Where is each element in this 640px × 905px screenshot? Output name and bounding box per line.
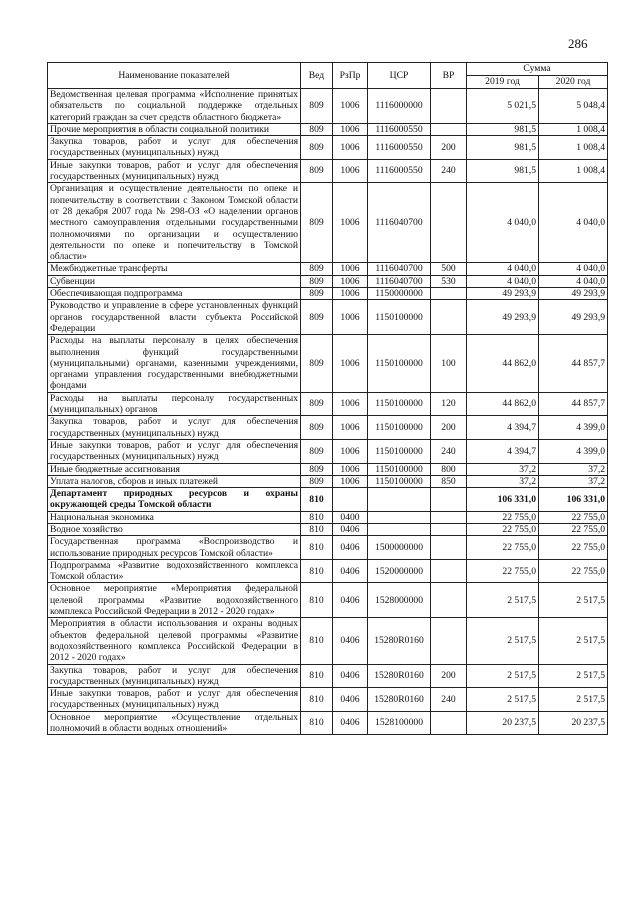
- row-csr: 1116040700: [368, 263, 431, 275]
- row-name: Обеспечивающая подпрограмма: [48, 288, 301, 300]
- table-row: [48, 416, 608, 440]
- row-rzpr: 0406: [333, 559, 368, 583]
- table-row: [48, 711, 608, 735]
- row-ved: 810: [301, 536, 333, 560]
- table-row: [48, 275, 608, 287]
- row-name: Основное мероприятие «Мероприятия федеральной целевой программы «Развитие водохозяйственного комплекса Российской Федерации в 2012 - 2020 годах»: [48, 583, 301, 618]
- row-csr: 1520000000: [368, 559, 431, 583]
- row-rzpr: 1006: [333, 288, 368, 300]
- row-vr: 500: [431, 263, 467, 275]
- row-sum-2019: 22 755,0: [467, 559, 539, 583]
- table-row: [48, 488, 608, 512]
- row-sum-2019: 37,2: [467, 463, 539, 475]
- row-sum-2020: 22 755,0: [539, 536, 608, 560]
- row-sum-2019: 5 021,5: [467, 89, 539, 124]
- row-rzpr: 1006: [333, 475, 368, 487]
- row-sum-2019: 2 517,5: [467, 583, 539, 618]
- row-sum-2020: 37,2: [539, 475, 608, 487]
- row-ved: 810: [301, 664, 333, 688]
- table-row: [48, 439, 608, 463]
- row-name: Мероприятия в области использования и охраны водных объектов федеральной целевой программы «Развитие водохозяйственного комплекса Российской Федерации в 2012 - 2020 годах»: [48, 618, 301, 664]
- row-ved: 810: [301, 523, 333, 535]
- row-name: Ведомственная целевая программа «Исполнение принятых обязательств по социальной поддержке отдельных категорий граждан за счет средств областного бюджета»: [48, 89, 301, 124]
- table-row: [48, 300, 608, 335]
- row-csr: [368, 523, 431, 535]
- row-sum-2020: 4 040,0: [539, 183, 608, 263]
- row-ved: 809: [301, 275, 333, 287]
- table-row: [48, 583, 608, 618]
- row-sum-2020: 49 293,9: [539, 300, 608, 335]
- header-name: Наименование показателей: [48, 63, 301, 89]
- row-ved: 810: [301, 711, 333, 735]
- row-sum-2019: 106 331,0: [467, 488, 539, 512]
- row-name: Иные закупки товаров, работ и услуг для обеспечения государственных (муниципальных) нужд: [48, 159, 301, 183]
- header-sum: Сумма: [467, 63, 608, 76]
- table-row: [48, 664, 608, 688]
- row-rzpr: 1006: [333, 335, 368, 392]
- row-name: Расходы на выплаты персоналу в целях обеспечения выполнения функций государственными (муниципальными) органами, казенными учреждениями, органами управления государственными внебюджетными фондами: [48, 335, 301, 392]
- row-ved: 809: [301, 463, 333, 475]
- row-sum-2020: 1 008,4: [539, 123, 608, 135]
- row-sum-2019: 4 040,0: [467, 183, 539, 263]
- table-row: [48, 536, 608, 560]
- row-csr: 1116040700: [368, 275, 431, 287]
- row-sum-2019: 981,5: [467, 136, 539, 160]
- row-rzpr: 0406: [333, 523, 368, 535]
- row-name: Закупка товаров, работ и услуг для обеспечения государственных (муниципальных) нужд: [48, 416, 301, 440]
- row-csr: 1500000000: [368, 536, 431, 560]
- row-ved: 809: [301, 159, 333, 183]
- budget-table: [47, 62, 608, 735]
- row-sum-2019: 20 237,5: [467, 711, 539, 735]
- row-sum-2019: 4 040,0: [467, 275, 539, 287]
- row-csr: 1116000000: [368, 89, 431, 124]
- row-name: Руководство и управление в сфере установленных функций органов государственной власти субъекта Российской Федерации: [48, 300, 301, 335]
- row-name: Подпрограмма «Развитие водохозяйственного комплекса Томской области»: [48, 559, 301, 583]
- row-sum-2019: 2 517,5: [467, 688, 539, 712]
- row-sum-2020: 4 040,0: [539, 263, 608, 275]
- row-rzpr: 1006: [333, 89, 368, 124]
- row-rzpr: 0406: [333, 688, 368, 712]
- row-csr: [368, 488, 431, 512]
- row-vr: [431, 618, 467, 664]
- row-rzpr: [333, 488, 368, 512]
- row-rzpr: 1006: [333, 136, 368, 160]
- row-name: Иные бюджетные ассигнования: [48, 463, 301, 475]
- row-sum-2019: 981,5: [467, 159, 539, 183]
- row-ved: 809: [301, 300, 333, 335]
- table-row: [48, 136, 608, 160]
- row-sum-2020: 2 517,5: [539, 688, 608, 712]
- row-vr: [431, 183, 467, 263]
- row-sum-2020: 5 048,4: [539, 89, 608, 124]
- row-csr: 1150100000: [368, 439, 431, 463]
- row-name: Иные закупки товаров, работ и услуг для обеспечения государственных (муниципальных) нужд: [48, 688, 301, 712]
- row-vr: 100: [431, 335, 467, 392]
- row-ved: 809: [301, 475, 333, 487]
- row-csr: 1150100000: [368, 463, 431, 475]
- row-csr: 1150100000: [368, 335, 431, 392]
- row-sum-2019: 22 755,0: [467, 511, 539, 523]
- row-vr: 240: [431, 439, 467, 463]
- row-sum-2019: 4 394,7: [467, 416, 539, 440]
- row-name: Государственная программа «Воспроизводство и использование природных ресурсов Томской области»: [48, 536, 301, 560]
- row-ved: 809: [301, 416, 333, 440]
- row-ved: 809: [301, 263, 333, 275]
- table-row: [48, 523, 608, 535]
- row-csr: 1116040700: [368, 183, 431, 263]
- header-year-2020: 2020 год: [539, 76, 608, 89]
- row-name: Национальная экономика: [48, 511, 301, 523]
- row-rzpr: 1006: [333, 159, 368, 183]
- row-vr: [431, 523, 467, 535]
- row-sum-2020: 2 517,5: [539, 664, 608, 688]
- row-vr: [431, 511, 467, 523]
- row-rzpr: 0400: [333, 511, 368, 523]
- row-ved: 810: [301, 511, 333, 523]
- row-ved: 810: [301, 618, 333, 664]
- row-rzpr: 1006: [333, 439, 368, 463]
- row-sum-2019: 49 293,9: [467, 300, 539, 335]
- row-csr: 1528000000: [368, 583, 431, 618]
- row-sum-2019: 2 517,5: [467, 618, 539, 664]
- table-row: [48, 559, 608, 583]
- row-rzpr: 0406: [333, 664, 368, 688]
- table-row: [48, 511, 608, 523]
- row-rzpr: 1006: [333, 392, 368, 416]
- header-rzpr: РзПр: [333, 63, 368, 89]
- row-csr: 1528100000: [368, 711, 431, 735]
- row-vr: [431, 583, 467, 618]
- row-ved: 809: [301, 89, 333, 124]
- table-row: [48, 159, 608, 183]
- row-sum-2020: 44 857,7: [539, 335, 608, 392]
- row-csr: 1150100000: [368, 416, 431, 440]
- row-name: Иные закупки товаров, работ и услуг для обеспечения государственных (муниципальных) нужд: [48, 439, 301, 463]
- row-vr: [431, 123, 467, 135]
- row-name: Субвенции: [48, 275, 301, 287]
- row-rzpr: 0406: [333, 711, 368, 735]
- row-vr: 240: [431, 688, 467, 712]
- table-row: [48, 463, 608, 475]
- row-ved: 810: [301, 688, 333, 712]
- row-ved: 809: [301, 123, 333, 135]
- row-rzpr: 1006: [333, 463, 368, 475]
- row-vr: 800: [431, 463, 467, 475]
- row-csr: 1150000000: [368, 288, 431, 300]
- row-ved: 810: [301, 559, 333, 583]
- row-csr: 1116000550: [368, 136, 431, 160]
- row-vr: 240: [431, 159, 467, 183]
- row-sum-2020: 22 755,0: [539, 559, 608, 583]
- table-row: [48, 392, 608, 416]
- row-rzpr: 1006: [333, 263, 368, 275]
- row-sum-2020: 4 399,0: [539, 416, 608, 440]
- row-vr: [431, 488, 467, 512]
- row-sum-2020: 1 008,4: [539, 159, 608, 183]
- row-rzpr: 1006: [333, 300, 368, 335]
- row-ved: 809: [301, 288, 333, 300]
- row-sum-2020: 4 040,0: [539, 275, 608, 287]
- row-vr: [431, 288, 467, 300]
- row-name: Закупка товаров, работ и услуг для обеспечения государственных (муниципальных) нужд: [48, 136, 301, 160]
- row-name: Организация и осуществление деятельности по опеке и попечительству в соответствии с Законом Томской области от 28 декабря 2007 года № 298-ОЗ «О наделении органов местного самоуправления отдельными государственными полномочиями по организации и осуществлению деятельности по опеке и попечительству в Томской области»: [48, 183, 301, 263]
- row-rzpr: 1006: [333, 275, 368, 287]
- row-sum-2020: 49 293,9: [539, 288, 608, 300]
- row-csr: 1150100000: [368, 475, 431, 487]
- row-sum-2020: 2 517,5: [539, 583, 608, 618]
- row-name: Расходы на выплаты персоналу государственных (муниципальных) органов: [48, 392, 301, 416]
- row-ved: 809: [301, 439, 333, 463]
- row-sum-2020: 37,2: [539, 463, 608, 475]
- row-sum-2020: 44 857,7: [539, 392, 608, 416]
- row-rzpr: 1006: [333, 183, 368, 263]
- row-rzpr: 0406: [333, 618, 368, 664]
- row-name: Водное хозяйство: [48, 523, 301, 535]
- row-vr: 530: [431, 275, 467, 287]
- row-sum-2020: 2 517,5: [539, 618, 608, 664]
- row-ved: 809: [301, 136, 333, 160]
- page-number: 286: [568, 36, 588, 51]
- table-body: [48, 89, 608, 735]
- row-rzpr: 1006: [333, 123, 368, 135]
- row-vr: 120: [431, 392, 467, 416]
- row-name: Основное мероприятие «Осуществление отдельных полномочий в области водных отношений»: [48, 711, 301, 735]
- row-csr: 15280R0160: [368, 618, 431, 664]
- header-csr: ЦСР: [368, 63, 431, 89]
- row-csr: 1150100000: [368, 392, 431, 416]
- row-vr: [431, 711, 467, 735]
- row-vr: 200: [431, 416, 467, 440]
- table-row: [48, 89, 608, 124]
- table-row: [48, 183, 608, 263]
- row-vr: [431, 536, 467, 560]
- row-name: Департамент природных ресурсов и охраны окружающей среды Томской области: [48, 488, 301, 512]
- row-sum-2020: 106 331,0: [539, 488, 608, 512]
- header-vr: ВР: [431, 63, 467, 89]
- row-csr: 15280R0160: [368, 688, 431, 712]
- row-vr: [431, 300, 467, 335]
- row-sum-2019: 44 862,0: [467, 335, 539, 392]
- row-sum-2020: 20 237,5: [539, 711, 608, 735]
- row-csr: 1116000550: [368, 159, 431, 183]
- row-sum-2019: 37,2: [467, 475, 539, 487]
- row-sum-2020: 22 755,0: [539, 511, 608, 523]
- row-ved: 810: [301, 488, 333, 512]
- row-sum-2019: 49 293,9: [467, 288, 539, 300]
- row-vr: [431, 89, 467, 124]
- row-name: Закупка товаров, работ и услуг для обеспечения государственных (муниципальных) нужд: [48, 664, 301, 688]
- row-vr: 200: [431, 664, 467, 688]
- table-row: [48, 123, 608, 135]
- row-csr: 1116000550: [368, 123, 431, 135]
- row-rzpr: 0406: [333, 583, 368, 618]
- row-ved: 809: [301, 335, 333, 392]
- row-vr: [431, 559, 467, 583]
- row-sum-2019: 22 755,0: [467, 523, 539, 535]
- row-name: Межбюджетные трансферты: [48, 263, 301, 275]
- row-ved: 809: [301, 392, 333, 416]
- table-row: [48, 688, 608, 712]
- row-vr: 850: [431, 475, 467, 487]
- row-csr: [368, 511, 431, 523]
- row-name: Прочие мероприятия в области социальной политики: [48, 123, 301, 135]
- row-sum-2019: 2 517,5: [467, 664, 539, 688]
- row-sum-2019: 981,5: [467, 123, 539, 135]
- row-csr: 1150100000: [368, 300, 431, 335]
- row-ved: 810: [301, 583, 333, 618]
- row-vr: 200: [431, 136, 467, 160]
- table-row: [48, 475, 608, 487]
- row-sum-2019: 4 040,0: [467, 263, 539, 275]
- table-row: [48, 288, 608, 300]
- row-sum-2019: 4 394,7: [467, 439, 539, 463]
- row-sum-2019: 44 862,0: [467, 392, 539, 416]
- table-row: [48, 263, 608, 275]
- row-sum-2020: 22 755,0: [539, 523, 608, 535]
- row-rzpr: 0406: [333, 536, 368, 560]
- row-sum-2020: 4 399,0: [539, 439, 608, 463]
- header-ved: Вед: [301, 63, 333, 89]
- table-row: [48, 335, 608, 392]
- row-rzpr: 1006: [333, 416, 368, 440]
- row-sum-2019: 22 755,0: [467, 536, 539, 560]
- table-row: [48, 618, 608, 664]
- row-name: Уплата налогов, сборов и иных платежей: [48, 475, 301, 487]
- row-csr: 15280R0160: [368, 664, 431, 688]
- row-ved: 809: [301, 183, 333, 263]
- row-sum-2020: 1 008,4: [539, 136, 608, 160]
- header-year-2019: 2019 год: [467, 76, 539, 89]
